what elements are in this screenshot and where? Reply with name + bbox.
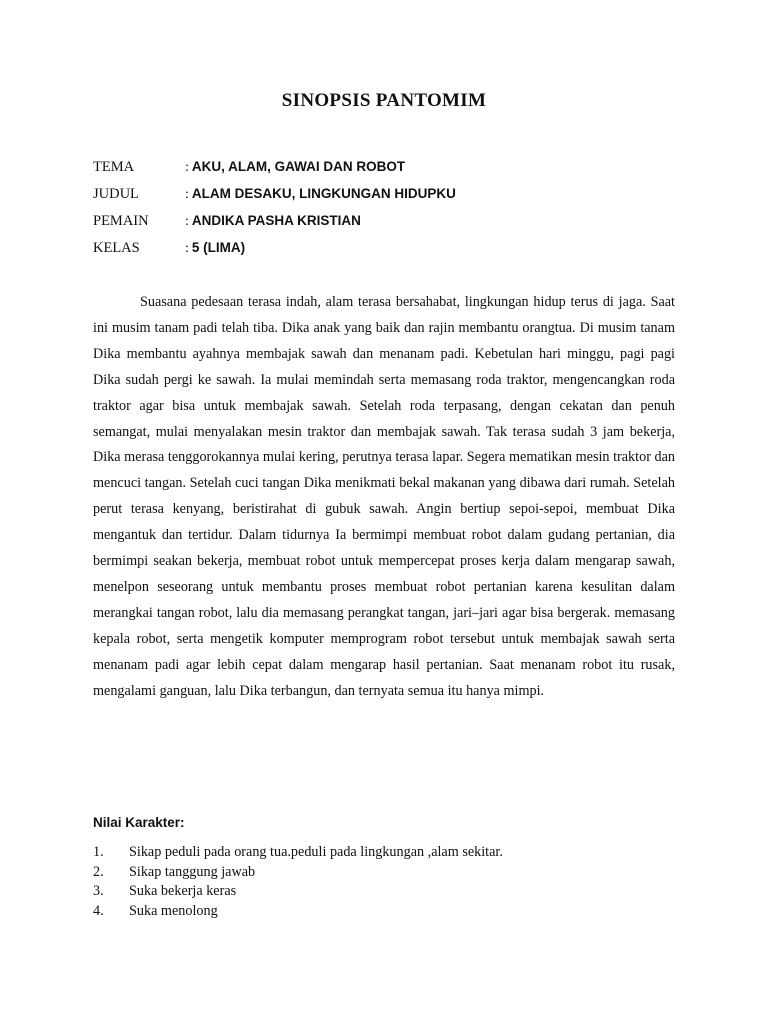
list-item — [93, 843, 693, 863]
list-item-text: Sikap peduli pada orang tua.peduli pada lingkungan ,alam sekitar. — [129, 844, 503, 860]
list-item-text: Suka bekerja keras — [129, 883, 237, 900]
meta-key: JUDUL — [93, 186, 139, 202]
list-item-number: 3. — [93, 883, 104, 900]
meta-value: ANDIKA PASHA KRISTIAN — [191, 213, 361, 228]
meta-key: KELAS — [93, 240, 140, 256]
list-item-number: 4. — [93, 903, 104, 920]
list-item — [93, 882, 693, 902]
list-item-text: Suka menolong — [129, 903, 218, 920]
meta-colon: : — [185, 187, 189, 202]
meta-key: PEMAIN — [93, 213, 149, 229]
meta-colon: : — [185, 241, 189, 256]
meta-value: ALAM DESAKU, LINGKUNGAN HIDUPKU — [191, 186, 456, 201]
synopsis-paragraph: Suasana pedesaan terasa indah, alam terasa bersahabat, lingkungan hidup terus di jaga. Saat ini musim tanam padi telah tiba. Dika anak yang baik dan rajin membantu orangtua. Di musim tanam Dika membantu ayahnya membajak sawah dan menanam padi. Kebetulan hari minggu, pagi pagi Dika sudah pergi ke sawah. Ia mulai memindah serta memasang roda traktor, mengencangkan roda traktor agar bisa untuk membajak sawah. Setelah roda terpasang, dengan cekatan dan penuh semangat, mulai menyalakan mesin traktor dan membajak sawah. Tak terasa sudah 3 jam bekerja, Dika merasa tenggorokannya mulai kering, perutnya terasa lapar. Segera mematikan mesin traktor dan mencuci tangan. Setelah cuci tangan Dika menikmati bekal makanan yang dibawa dari rumah. Setelah perut terasa kenyang, beristirahat di gubuk sawah. Angin bertiup sepoi-sepoi, membuat Dika mengantuk dan tertidur. Dalam tidurnya Ia bermimpi membuat robot dalam gudang pertanian, dia bermimpi seakan bekerja, membuat robot untuk mempercepat proses kerja dalam mengarap sawah, menelpon seseorang untuk membantu proses membuat robot pertanian karena kesulitan dalam merangkai tangan robot, lalu dia memasang perangkat tangan, jari–jari agar bisa bergerak. memasang kepala robot, serta mengetik komputer memprogram robot tersebut untuk membajak sawah serta menanam padi agar lebih cepat dalam mengarap hasil pertanian. Saat menanam robot itu rusak, mengalami ganguan, lalu Dika terbangun, dan ternyata semua itu hanya mimpi. — [93, 294, 675, 699]
meta-row-pemain — [93, 210, 693, 237]
nilai-karakter-list — [93, 843, 693, 922]
meta-row-judul — [93, 183, 693, 210]
meta-table — [93, 156, 693, 264]
list-item-number: 1. — [93, 844, 104, 860]
meta-value: AKU, ALAM, GAWAI DAN ROBOT — [191, 159, 406, 174]
meta-value-wrap — [185, 237, 245, 260]
list-item-number: 2. — [93, 863, 104, 880]
meta-value: 5 (LIMA) — [191, 240, 246, 255]
list-item-text: Sikap tanggung jawab — [129, 863, 256, 880]
nilai-karakter-heading: Nilai Karakter: — [93, 815, 185, 830]
document-title: SINOPSIS PANTOMIM — [281, 90, 487, 111]
meta-row-kelas — [93, 237, 693, 264]
meta-value-wrap — [185, 210, 361, 233]
meta-colon: : — [185, 214, 189, 229]
meta-value-wrap — [185, 156, 405, 179]
meta-value-wrap — [185, 183, 456, 206]
meta-key: TEMA — [93, 159, 135, 175]
meta-row-tema — [93, 156, 693, 183]
meta-colon: : — [185, 160, 189, 175]
list-item — [93, 863, 693, 883]
list-item — [93, 902, 693, 922]
